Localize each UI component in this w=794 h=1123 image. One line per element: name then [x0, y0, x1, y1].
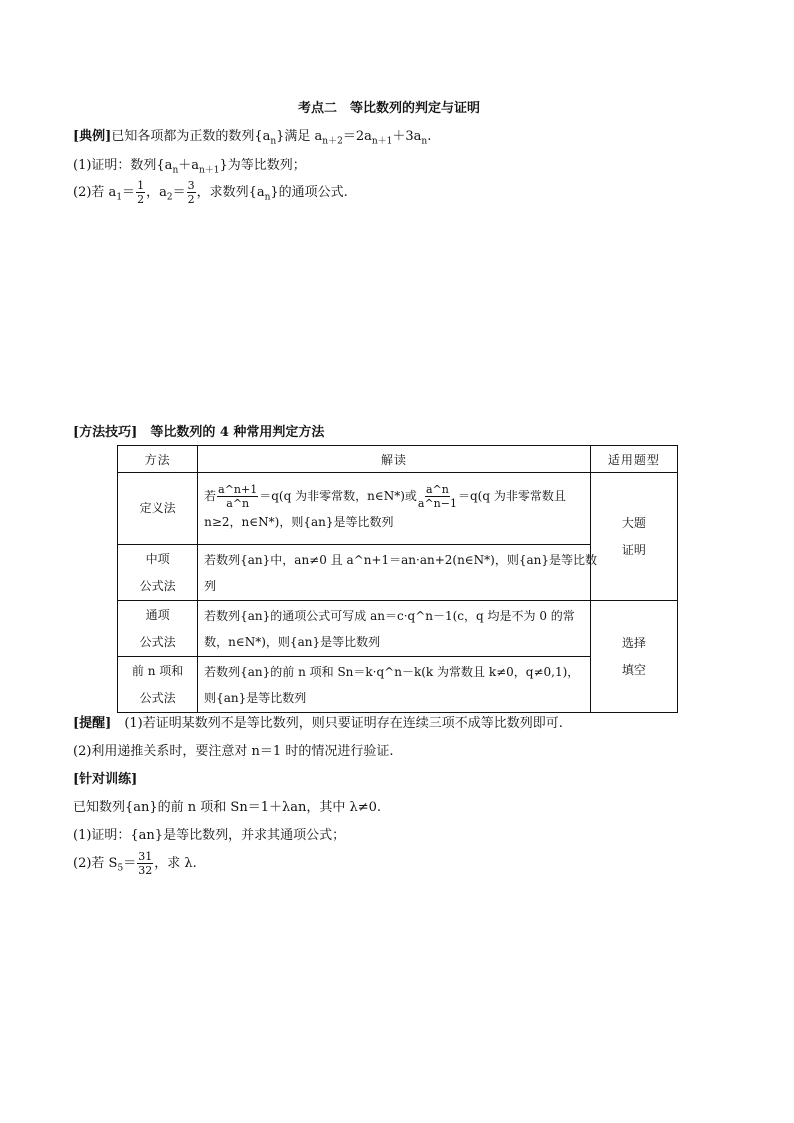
example-text: . [427, 129, 432, 144]
interpretation-line: 则{an}是等比数列 [204, 690, 307, 705]
interpretation-cell [198, 601, 591, 657]
q2-text: }的通项公式. [270, 185, 348, 200]
denominator: 32 [138, 864, 153, 877]
example-text: ＋3a [392, 129, 422, 144]
example-question-1 [73, 154, 306, 176]
q2-text: ，求数列{a [196, 185, 265, 200]
practice-question-1: (1)证明：{an}是等比数列，并求其通项公式； [73, 828, 346, 843]
example-text: ＝2a [342, 129, 372, 144]
method-cell: 定义法 [118, 473, 198, 545]
q1-text: ＋a [178, 158, 199, 173]
fraction [137, 851, 153, 876]
numerator: 3 [187, 179, 195, 192]
practice-question-2 [73, 851, 197, 876]
method-tag: [方法技巧] [73, 425, 138, 440]
text: ＝q(q 为非零常数，n∈N*)或 [259, 488, 417, 503]
q2-text: (2)若 a [73, 185, 117, 200]
denominator: 2 [187, 193, 195, 206]
tips-line-2: (2)利用递推关系时，要注意对 n＝1 时的情况进行验证. [73, 744, 394, 759]
sub: 1 [116, 192, 123, 203]
fraction [136, 180, 145, 205]
sub: n [421, 136, 428, 147]
numerator: a^n [426, 482, 449, 496]
header-interpretation: 解读 [198, 446, 591, 473]
sub: n [172, 165, 179, 176]
tips-tag: [提醒] [73, 716, 112, 731]
fraction [418, 484, 457, 509]
q2-text: ，a [146, 185, 167, 200]
q1-text: (1)证明：数列{a [73, 158, 173, 173]
denominator: a^n [226, 496, 250, 510]
numerator: 1 [137, 179, 145, 192]
sub: n＋1 [371, 136, 393, 147]
interpretation-line: 数，n∈N*)，则{an}是等比数列 [204, 634, 381, 649]
type-line: 证明 [621, 542, 646, 557]
numerator: a^n+1 [218, 482, 258, 496]
text: ＝q(q 为非零常数且 [457, 488, 566, 503]
interpretation-line: 若数列{an}中，an≠0 且 a^n+1＝an·an+2(n∈N*)，则{an}是等比数 [204, 552, 598, 567]
text: 若 [204, 488, 217, 503]
example-text: }满足 a [276, 129, 323, 144]
interpretation-cell [198, 545, 598, 601]
q1-text: }为等比数列； [219, 158, 306, 173]
type-line: 填空 [621, 662, 646, 677]
method-line: 中项 [145, 551, 170, 566]
type-cell [590, 473, 677, 601]
methods-table [117, 445, 678, 713]
denominator: 2 [137, 193, 145, 206]
table-header-row [118, 446, 678, 473]
q2-text: ，求 λ. [154, 856, 197, 871]
method-heading-text: 等比数列的 4 种常用判定方法 [137, 425, 325, 440]
tips-line-1 [73, 712, 563, 731]
type-cell [590, 601, 677, 713]
method-cell [118, 545, 198, 601]
example-question-2 [73, 180, 348, 205]
example-stem [73, 125, 432, 147]
method-line: 公式法 [139, 634, 176, 649]
interpretation-line: 若数列{an}的通项公式可写成 an＝c·q^n－1(c，q 均是不为 0 的常 [204, 608, 575, 623]
header-method: 方法 [118, 446, 198, 473]
sub: 5 [117, 863, 124, 874]
fraction [187, 180, 196, 205]
sub: 2 [166, 192, 173, 203]
sub: n [270, 136, 277, 147]
interpretation-line: 列 [204, 578, 217, 593]
method-line: 公式法 [139, 690, 176, 705]
header-type: 适用题型 [590, 446, 677, 473]
sub: n＋1 [199, 165, 220, 176]
practice-tag: [针对训练] [73, 772, 138, 787]
example-text: 已知各项都为正数的数列{a [111, 129, 271, 144]
fraction [217, 484, 258, 509]
interpretation-line: 若数列{an}的前 n 项和 Sn＝k·q^n－k(k 为常数且 k≠0，q≠0,1)， [204, 664, 580, 679]
sub: n＋2 [322, 136, 343, 147]
practice-stem: 已知数列{an}的前 n 项和 Sn＝1＋λan，其中 λ≠0. [73, 800, 382, 815]
method-cell [118, 601, 198, 657]
method-line: 前 n 项和 [131, 663, 184, 678]
interpretation-line: n≥2，n∈N*)，则{an}是等比数列 [204, 514, 394, 529]
example-tag: [典例] [73, 129, 112, 144]
denominator: a^n−1 [417, 496, 457, 510]
table-row [118, 473, 678, 545]
interpretation-line [204, 483, 584, 509]
method-heading [73, 421, 324, 440]
numerator: 31 [138, 850, 153, 863]
q2-text: ＝ [122, 185, 136, 200]
sub: n [264, 192, 271, 203]
q2-text: ＝ [123, 856, 137, 871]
method-line: 通项 [145, 607, 170, 622]
method-line: 公式法 [139, 578, 176, 593]
q2-text: ＝ [172, 185, 186, 200]
type-line: 选择 [621, 635, 646, 650]
interpretation-cell [198, 473, 591, 545]
section-title: 考点二 等比数列的判定与证明 [298, 101, 481, 116]
q2-text: (2)若 S [73, 856, 118, 871]
table-row [118, 601, 678, 657]
tips-text: (1)若证明某数列不是等比数列，则只要证明存在连续三项不成等比数列即可. [111, 716, 563, 731]
interpretation-cell [198, 657, 591, 713]
method-cell [118, 657, 198, 713]
type-line: 大题 [621, 515, 646, 530]
